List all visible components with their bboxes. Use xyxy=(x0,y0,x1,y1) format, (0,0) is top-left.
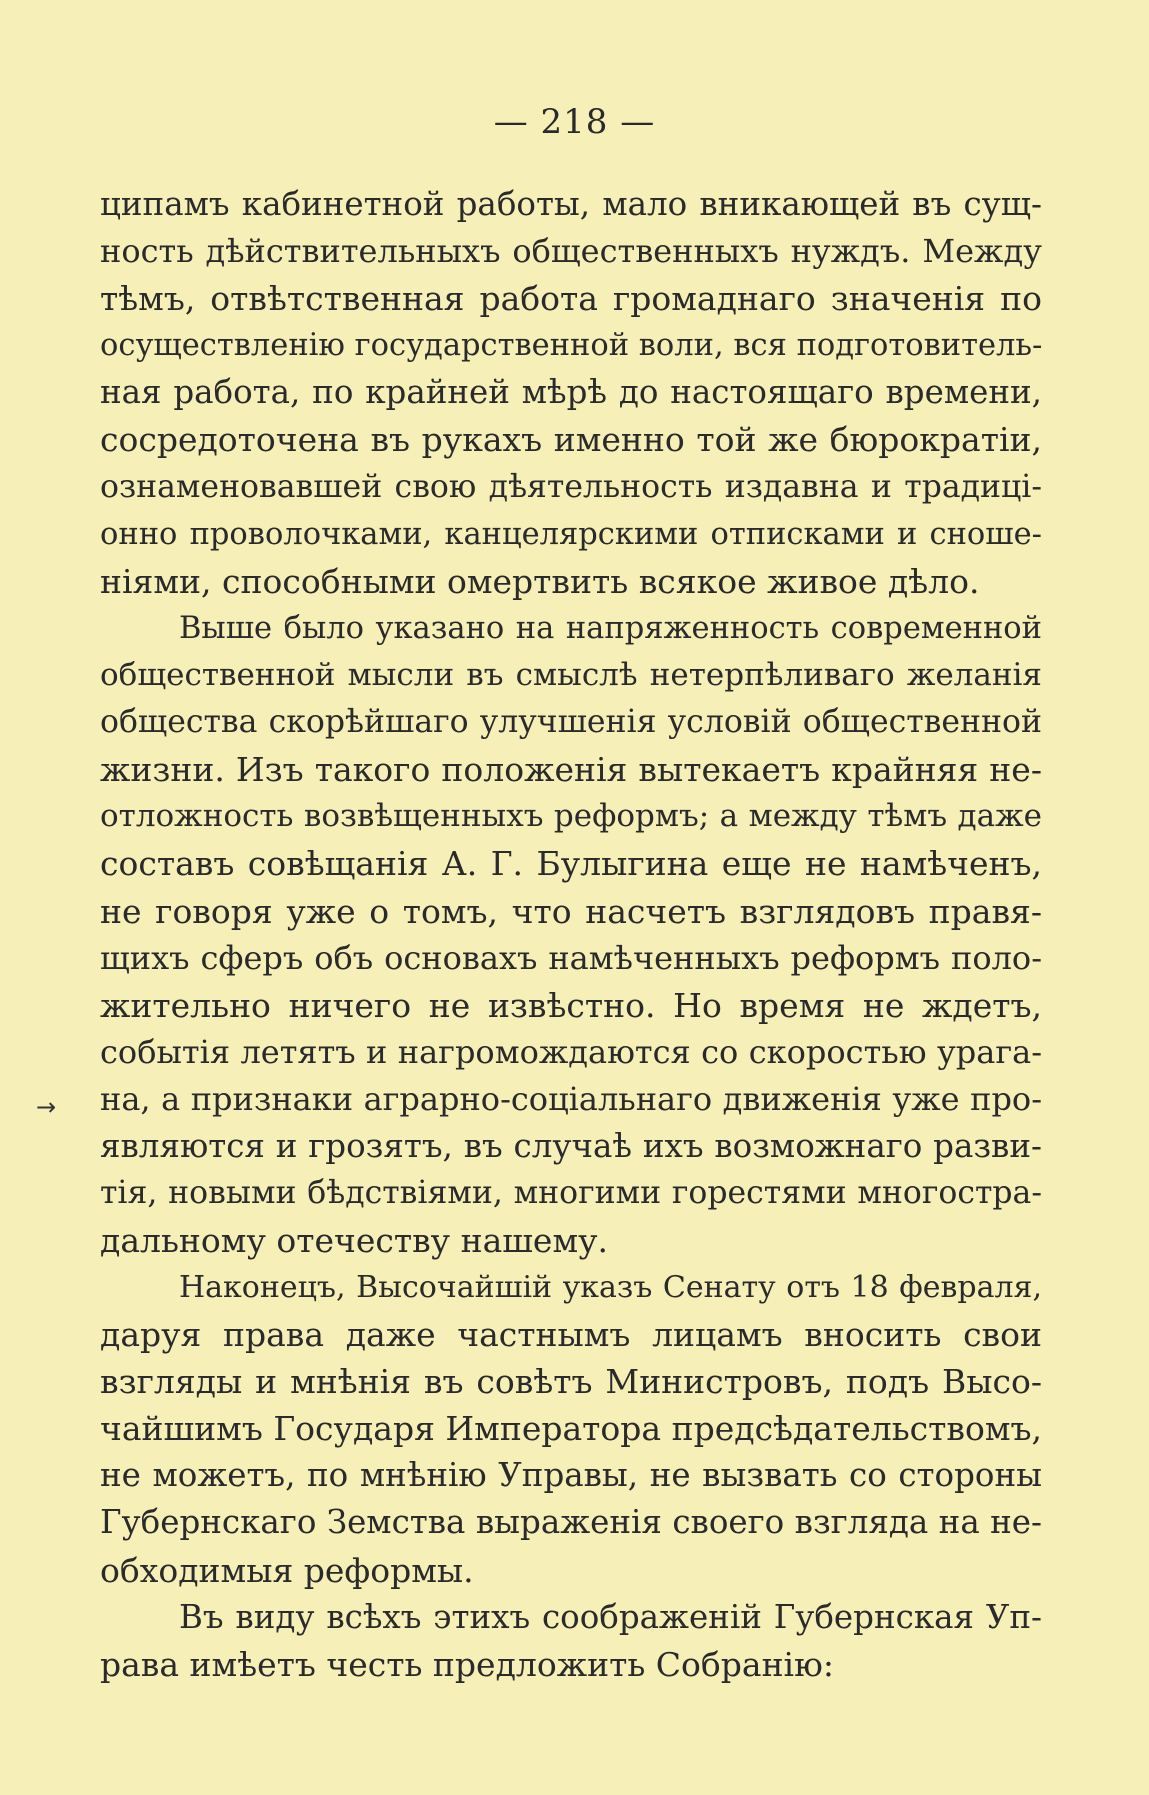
text-line: даруя права даже частнымъ лицамъ вносить свои xyxy=(100,1315,1042,1355)
text-line: рава имѣетъ честь предложить Собранію: xyxy=(100,1645,834,1685)
text-line: щихъ сферъ объ основахъ намѣченныхъ реформъ поло- xyxy=(100,938,1042,977)
text-line: жизни. Изъ такого положенія вытекаетъ крайняя не- xyxy=(100,750,1042,790)
text-line: дальному отечеству нашему. xyxy=(100,1221,609,1261)
text-line: Въ виду всѣхъ этихъ соображеній Губернская Уп- xyxy=(179,1598,1042,1636)
text-line: взгляды и мнѣнія въ совѣтъ Министровъ, подъ Высо- xyxy=(100,1362,1042,1402)
paragraph-1 xyxy=(100,181,1042,605)
text-line: событія летятъ и нагромождаются со скоростью урага- xyxy=(100,1032,1042,1071)
text-line: ознаменовавшей свою дѣятельность издавна и традиці- xyxy=(100,468,1042,505)
text-line: ніями, способными омертвить всякое живое дѣло. xyxy=(100,561,980,601)
text-line: ность дѣйствительныхъ общественныхъ нуждъ. Между xyxy=(100,232,1042,271)
text-line: Наконецъ, Высочайшій указъ Сенату отъ 18 февраля, xyxy=(179,1270,1042,1305)
text-line: онно проволочками, канцелярскими отписками и снoше- xyxy=(100,516,1042,552)
text-line: на, а признаки аграрно-соціальнаго движенія уже про- xyxy=(100,1079,1042,1118)
text-line: обходимыя реформы. xyxy=(100,1550,474,1590)
page-number: — 218 — xyxy=(493,102,656,142)
text-line: составъ совѣщанія А. Г. Булыгина еще не намѣченъ, xyxy=(100,844,1042,884)
text-line: осуществленію государственной воли, вся подготовитель- xyxy=(100,328,1043,364)
text-line: жительно ничего не извѣстно. Но время не ждетъ, xyxy=(100,985,1042,1025)
text-line: сосредоточена въ рукахъ именно той же бюрократіи, xyxy=(100,420,1042,460)
text-line: являются и грозятъ, въ случаѣ ихъ возможнаго разви- xyxy=(100,1127,1042,1166)
text-line: не говоря уже о томъ, что насчетъ взглядовъ правя- xyxy=(100,891,1042,931)
text-line: Губернскаго Земства выраженія своего взгляда на не- xyxy=(100,1503,1042,1542)
paragraph-2 xyxy=(100,605,1042,1264)
paragraph-3 xyxy=(100,1264,1042,1594)
text-line: тѣмъ, отвѣтственная работа громаднаго значенія по xyxy=(100,279,1042,319)
text-line: общества скорѣйшаго улучшенія условій общественной xyxy=(100,704,1042,741)
text-line: тія, новыми бѣдствіями, многими горестями многостра- xyxy=(100,1175,1042,1212)
text-line: ная работа, по крайней мѣрѣ до настоящаго времени, xyxy=(100,373,1042,412)
text-line: ципамъ кабинетной работы, мало вникающей въ сущ- xyxy=(100,185,1042,223)
text-line: Выше было указано на напряженность современной xyxy=(179,611,1042,646)
margin-arrow-mark: → xyxy=(36,1093,57,1121)
text-line: общественной мысли въ смыслѣ нетерпѣливаго желанія xyxy=(100,657,1042,694)
paragraph-4 xyxy=(100,1594,1042,1688)
text-line: отложность возвѣщенныхъ реформъ; а между тѣмъ даже xyxy=(100,798,1042,835)
text-line: чайшимъ Государя Императора предсѣдательствомъ, xyxy=(100,1409,1042,1449)
text-line: не можетъ, по мнѣнію Управы, не вызвать со стороны xyxy=(100,1456,1042,1495)
